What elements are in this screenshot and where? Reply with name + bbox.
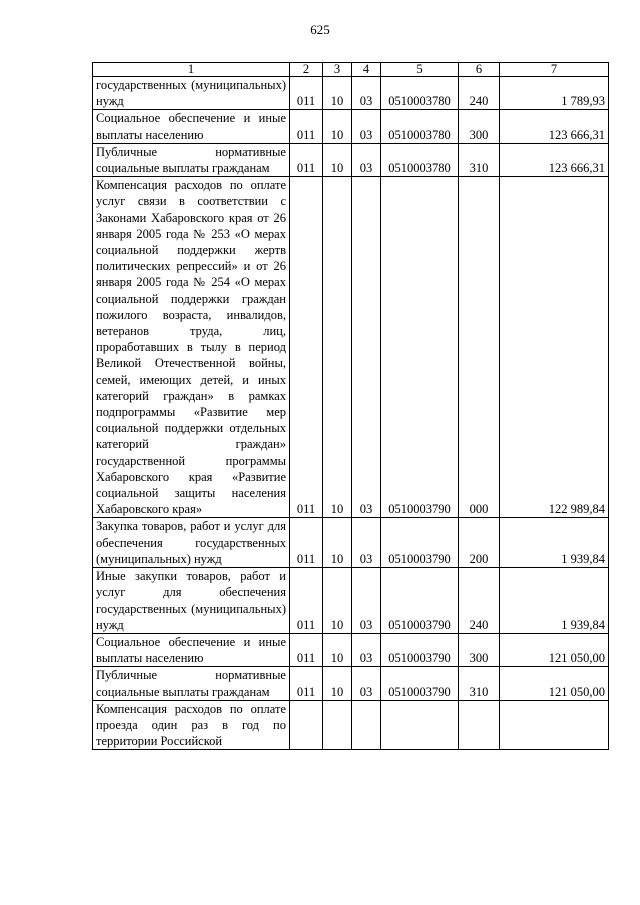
row-description: Компенсация расходов по оплате услуг связи в соответствии с Законами Хабаровского края от 26 января 2005 года № 253 «О мерах социальной поддержки жертв политических репрессий» и от 26 января 2005 года № 254 «О мерах социальной поддержки граждан пожилого возраста, инвалидов, ветеранов труда, лиц, проработавших в тылу в период Великой Отечественной войны, семей, имеющих детей, и иных категорий граждан» в рамках подпрограммы «Развитие мер социальной поддержки отдельных категорий граждан» государственной программы Хабаровского края «Развитие социальной защиты населения Хабаровского края» [93,177,290,518]
column-header: 7 [500,63,609,77]
row-description: Социальное обеспечение и иные выплаты населению [93,110,290,143]
cell-target-article: 0510003790 [381,518,459,568]
cell-admin-code: 011 [290,77,323,110]
cell-amount: 123 666,31 [500,143,609,176]
cell-target-article: 0510003780 [381,143,459,176]
column-header: 3 [323,63,352,77]
cell-section: 10 [323,518,352,568]
cell-admin-code: 011 [290,518,323,568]
table-row [93,177,609,518]
budget-table [92,62,609,750]
cell-admin-code: 011 [290,667,323,700]
cell-target-article [381,700,459,750]
cell-subsection: 03 [352,143,381,176]
cell-amount [500,700,609,750]
cell-amount: 123 666,31 [500,110,609,143]
cell-section: 10 [323,568,352,634]
cell-subsection: 03 [352,518,381,568]
cell-expense-type [459,700,500,750]
cell-target-article: 0510003790 [381,177,459,518]
cell-amount: 121 050,00 [500,633,609,666]
cell-section: 10 [323,77,352,110]
column-header: 5 [381,63,459,77]
row-description: Закупка товаров, работ и услуг для обеспечения государственных (муниципальных) нужд [93,518,290,568]
cell-section: 10 [323,110,352,143]
row-description: Публичные нормативные социальные выплаты гражданам [93,667,290,700]
table-row [93,633,609,666]
cell-section [323,700,352,750]
table-row [93,518,609,568]
cell-subsection: 03 [352,177,381,518]
cell-subsection: 03 [352,633,381,666]
table-row [93,568,609,634]
cell-amount: 1 939,84 [500,568,609,634]
cell-subsection: 03 [352,568,381,634]
cell-subsection: 03 [352,667,381,700]
cell-section: 10 [323,667,352,700]
cell-subsection: 03 [352,110,381,143]
cell-section: 10 [323,177,352,518]
cell-amount: 122 989,84 [500,177,609,518]
cell-subsection: 03 [352,77,381,110]
cell-target-article: 0510003790 [381,633,459,666]
cell-target-article: 0510003780 [381,110,459,143]
row-description: Публичные нормативные социальные выплаты гражданам [93,143,290,176]
cell-admin-code [290,700,323,750]
cell-admin-code: 011 [290,177,323,518]
cell-expense-type: 200 [459,518,500,568]
table-row [93,143,609,176]
cell-subsection [352,700,381,750]
row-description: Компенсация расходов по оплате проезда один раз в год по территории Российской [93,700,290,750]
table-row [93,110,609,143]
cell-section: 10 [323,143,352,176]
cell-target-article: 0510003790 [381,568,459,634]
row-description: Иные закупки товаров, работ и услуг для обеспечения государственных (муниципальных) нужд [93,568,290,634]
table-header-row [93,63,609,77]
cell-admin-code: 011 [290,143,323,176]
table-row [93,700,609,750]
cell-target-article: 0510003780 [381,77,459,110]
column-header: 6 [459,63,500,77]
table-row [93,667,609,700]
cell-expense-type: 000 [459,177,500,518]
cell-admin-code: 011 [290,110,323,143]
cell-expense-type: 240 [459,568,500,634]
column-header: 2 [290,63,323,77]
cell-amount: 121 050,00 [500,667,609,700]
table-row [93,77,609,110]
cell-expense-type: 310 [459,143,500,176]
cell-target-article: 0510003790 [381,667,459,700]
row-description: государственных (муниципальных) нужд [93,77,290,110]
cell-amount: 1 789,93 [500,77,609,110]
cell-expense-type: 240 [459,77,500,110]
cell-amount: 1 939,84 [500,518,609,568]
column-header: 4 [352,63,381,77]
cell-admin-code: 011 [290,633,323,666]
page-number: 625 [310,22,330,37]
cell-admin-code: 011 [290,568,323,634]
cell-expense-type: 300 [459,633,500,666]
column-header: 1 [93,63,290,77]
cell-expense-type: 300 [459,110,500,143]
row-description: Социальное обеспечение и иные выплаты населению [93,633,290,666]
cell-section: 10 [323,633,352,666]
cell-expense-type: 310 [459,667,500,700]
